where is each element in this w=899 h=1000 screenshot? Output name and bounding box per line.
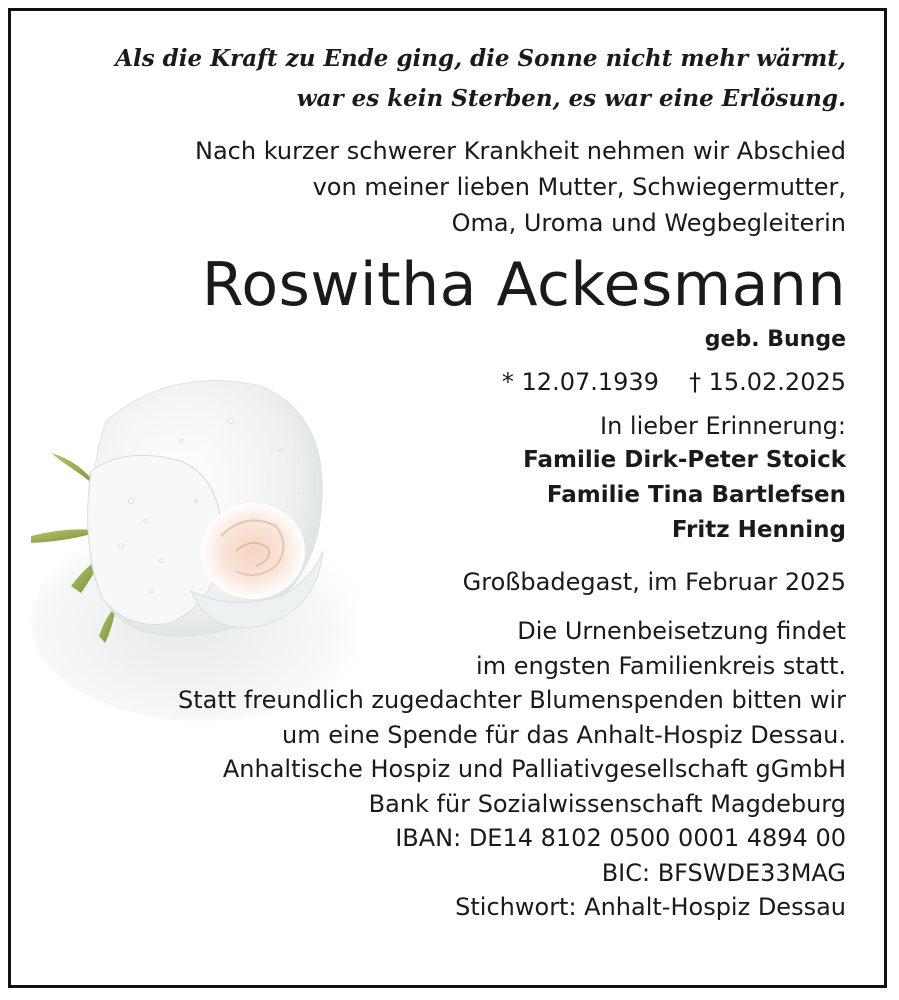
place-date: Großbadegast, im Februar 2025 bbox=[462, 568, 846, 596]
mourner: Familie Dirk-Peter Stoick bbox=[523, 447, 846, 473]
obituary-card bbox=[8, 8, 887, 988]
funeral-notice bbox=[46, 614, 846, 925]
intro bbox=[46, 133, 846, 241]
intro-line: Nach kurzer schwerer Krankheit nehmen wir Abschied bbox=[195, 137, 846, 165]
motto-line: war es kein Sterben, es war eine Erlösung. bbox=[296, 85, 846, 112]
notice-line: im engsten Familienkreis statt. bbox=[476, 651, 846, 680]
bic-line: BIC: BFSWDE33MAG bbox=[601, 858, 846, 887]
keyword-line: Stichwort: Anhalt-Hospiz Dessau bbox=[455, 893, 846, 921]
notice-line: Statt freundlich zugedachter Blumenspenden bitten wir bbox=[178, 686, 846, 714]
intro-line: von meiner lieben Mutter, Schwiegermutter, bbox=[312, 173, 846, 201]
notice-line: Bank für Sozialwissenschaft Magdeburg bbox=[368, 789, 846, 818]
death-date: † 15.02.2025 bbox=[688, 368, 846, 396]
mourner: Familie Tina Bartlefsen bbox=[546, 482, 846, 508]
mourners bbox=[46, 443, 846, 548]
memory-label: In lieber Erinnerung: bbox=[599, 412, 846, 440]
birth-name: geb. Bunge bbox=[704, 327, 846, 352]
obituary-text bbox=[46, 11, 846, 925]
life-dates bbox=[46, 363, 846, 401]
deceased-name: Roswitha Ackesmann bbox=[201, 250, 846, 320]
iban-line: IBAN: DE14 8102 0500 0001 4894 00 bbox=[395, 824, 846, 852]
notice-line: Anhaltische Hospiz und Palliativgesellschaft gGmbH bbox=[222, 755, 846, 783]
birth-date: * 12.07.1939 bbox=[501, 368, 659, 396]
motto-line: Als die Kraft zu Ende ging, die Sonne nicht mehr wärmt, bbox=[115, 45, 846, 72]
notice-line: um eine Spende für das Anhalt-Hospiz Dessau. bbox=[281, 720, 846, 749]
motto bbox=[46, 39, 846, 119]
mourner: Fritz Henning bbox=[671, 517, 846, 543]
notice-line: Die Urnenbeisetzung findet bbox=[517, 617, 846, 645]
intro-line: Oma, Uroma und Wegbegleiterin bbox=[451, 209, 846, 237]
